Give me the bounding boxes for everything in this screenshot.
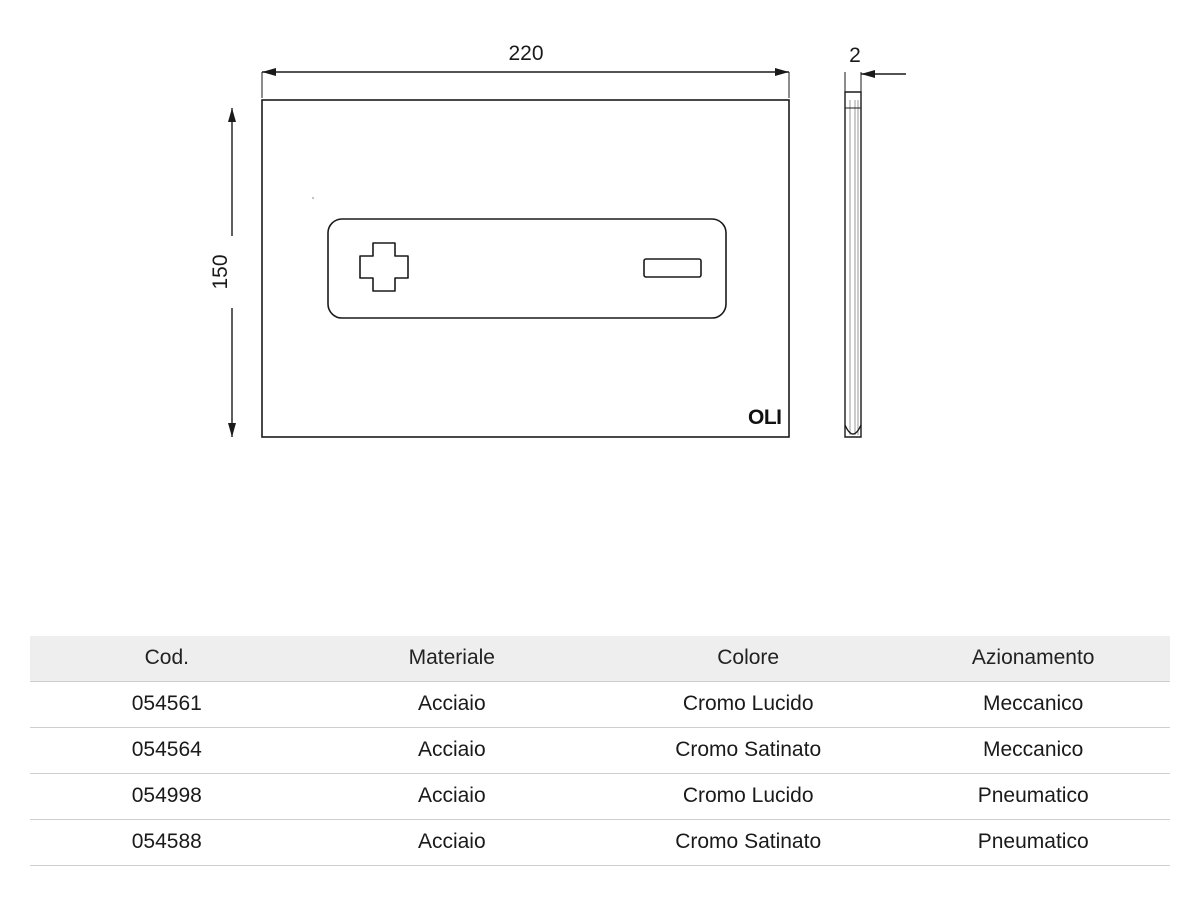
- width-dimension: [262, 38, 789, 98]
- cell-colore: Cromo Lucido: [600, 682, 896, 728]
- cell-materiale: Acciaio: [304, 774, 600, 820]
- table-row: [30, 682, 1170, 728]
- cell-cod: 054998: [30, 774, 304, 820]
- cell-colore: Cromo Satinato: [600, 728, 896, 774]
- cell-colore: Cromo Lucido: [600, 774, 896, 820]
- cell-materiale: Acciaio: [304, 728, 600, 774]
- height-dimension-label: 150: [209, 254, 232, 290]
- surface-mark: [312, 197, 314, 199]
- side-view: [845, 92, 861, 437]
- column-header-cod: Cod.: [30, 636, 304, 682]
- oli-logo: [748, 406, 782, 429]
- cell-azionamento: Meccanico: [896, 682, 1170, 728]
- cell-colore: Cromo Satinato: [600, 820, 896, 866]
- product-variants-table: [30, 636, 1170, 866]
- cell-cod: 054588: [30, 820, 304, 866]
- side-profile-outline: [845, 92, 861, 437]
- cell-materiale: Acciaio: [304, 682, 600, 728]
- height-dimension: [209, 108, 242, 437]
- column-header-colore: Colore: [600, 636, 896, 682]
- cell-cod: 054561: [30, 682, 304, 728]
- thickness-dimension: [838, 40, 906, 92]
- cell-azionamento: Pneumatico: [896, 820, 1170, 866]
- table-header-row: [30, 636, 1170, 682]
- column-header-azionamento: Azionamento: [896, 636, 1170, 682]
- front-view: [262, 100, 789, 437]
- half-flush-bar-icon: [644, 259, 701, 277]
- thickness-dimension-label: 2: [849, 44, 861, 67]
- table-row: [30, 774, 1170, 820]
- width-dimension-label: 220: [508, 42, 544, 65]
- table-header: [30, 636, 1170, 682]
- table-row: [30, 728, 1170, 774]
- column-header-materiale: Materiale: [304, 636, 600, 682]
- cell-materiale: Acciaio: [304, 820, 600, 866]
- table-body: [30, 682, 1170, 866]
- cell-azionamento: Pneumatico: [896, 774, 1170, 820]
- cell-cod: 054564: [30, 728, 304, 774]
- brand-text: OLI: [748, 406, 782, 429]
- table-row: [30, 820, 1170, 866]
- cell-azionamento: Meccanico: [896, 728, 1170, 774]
